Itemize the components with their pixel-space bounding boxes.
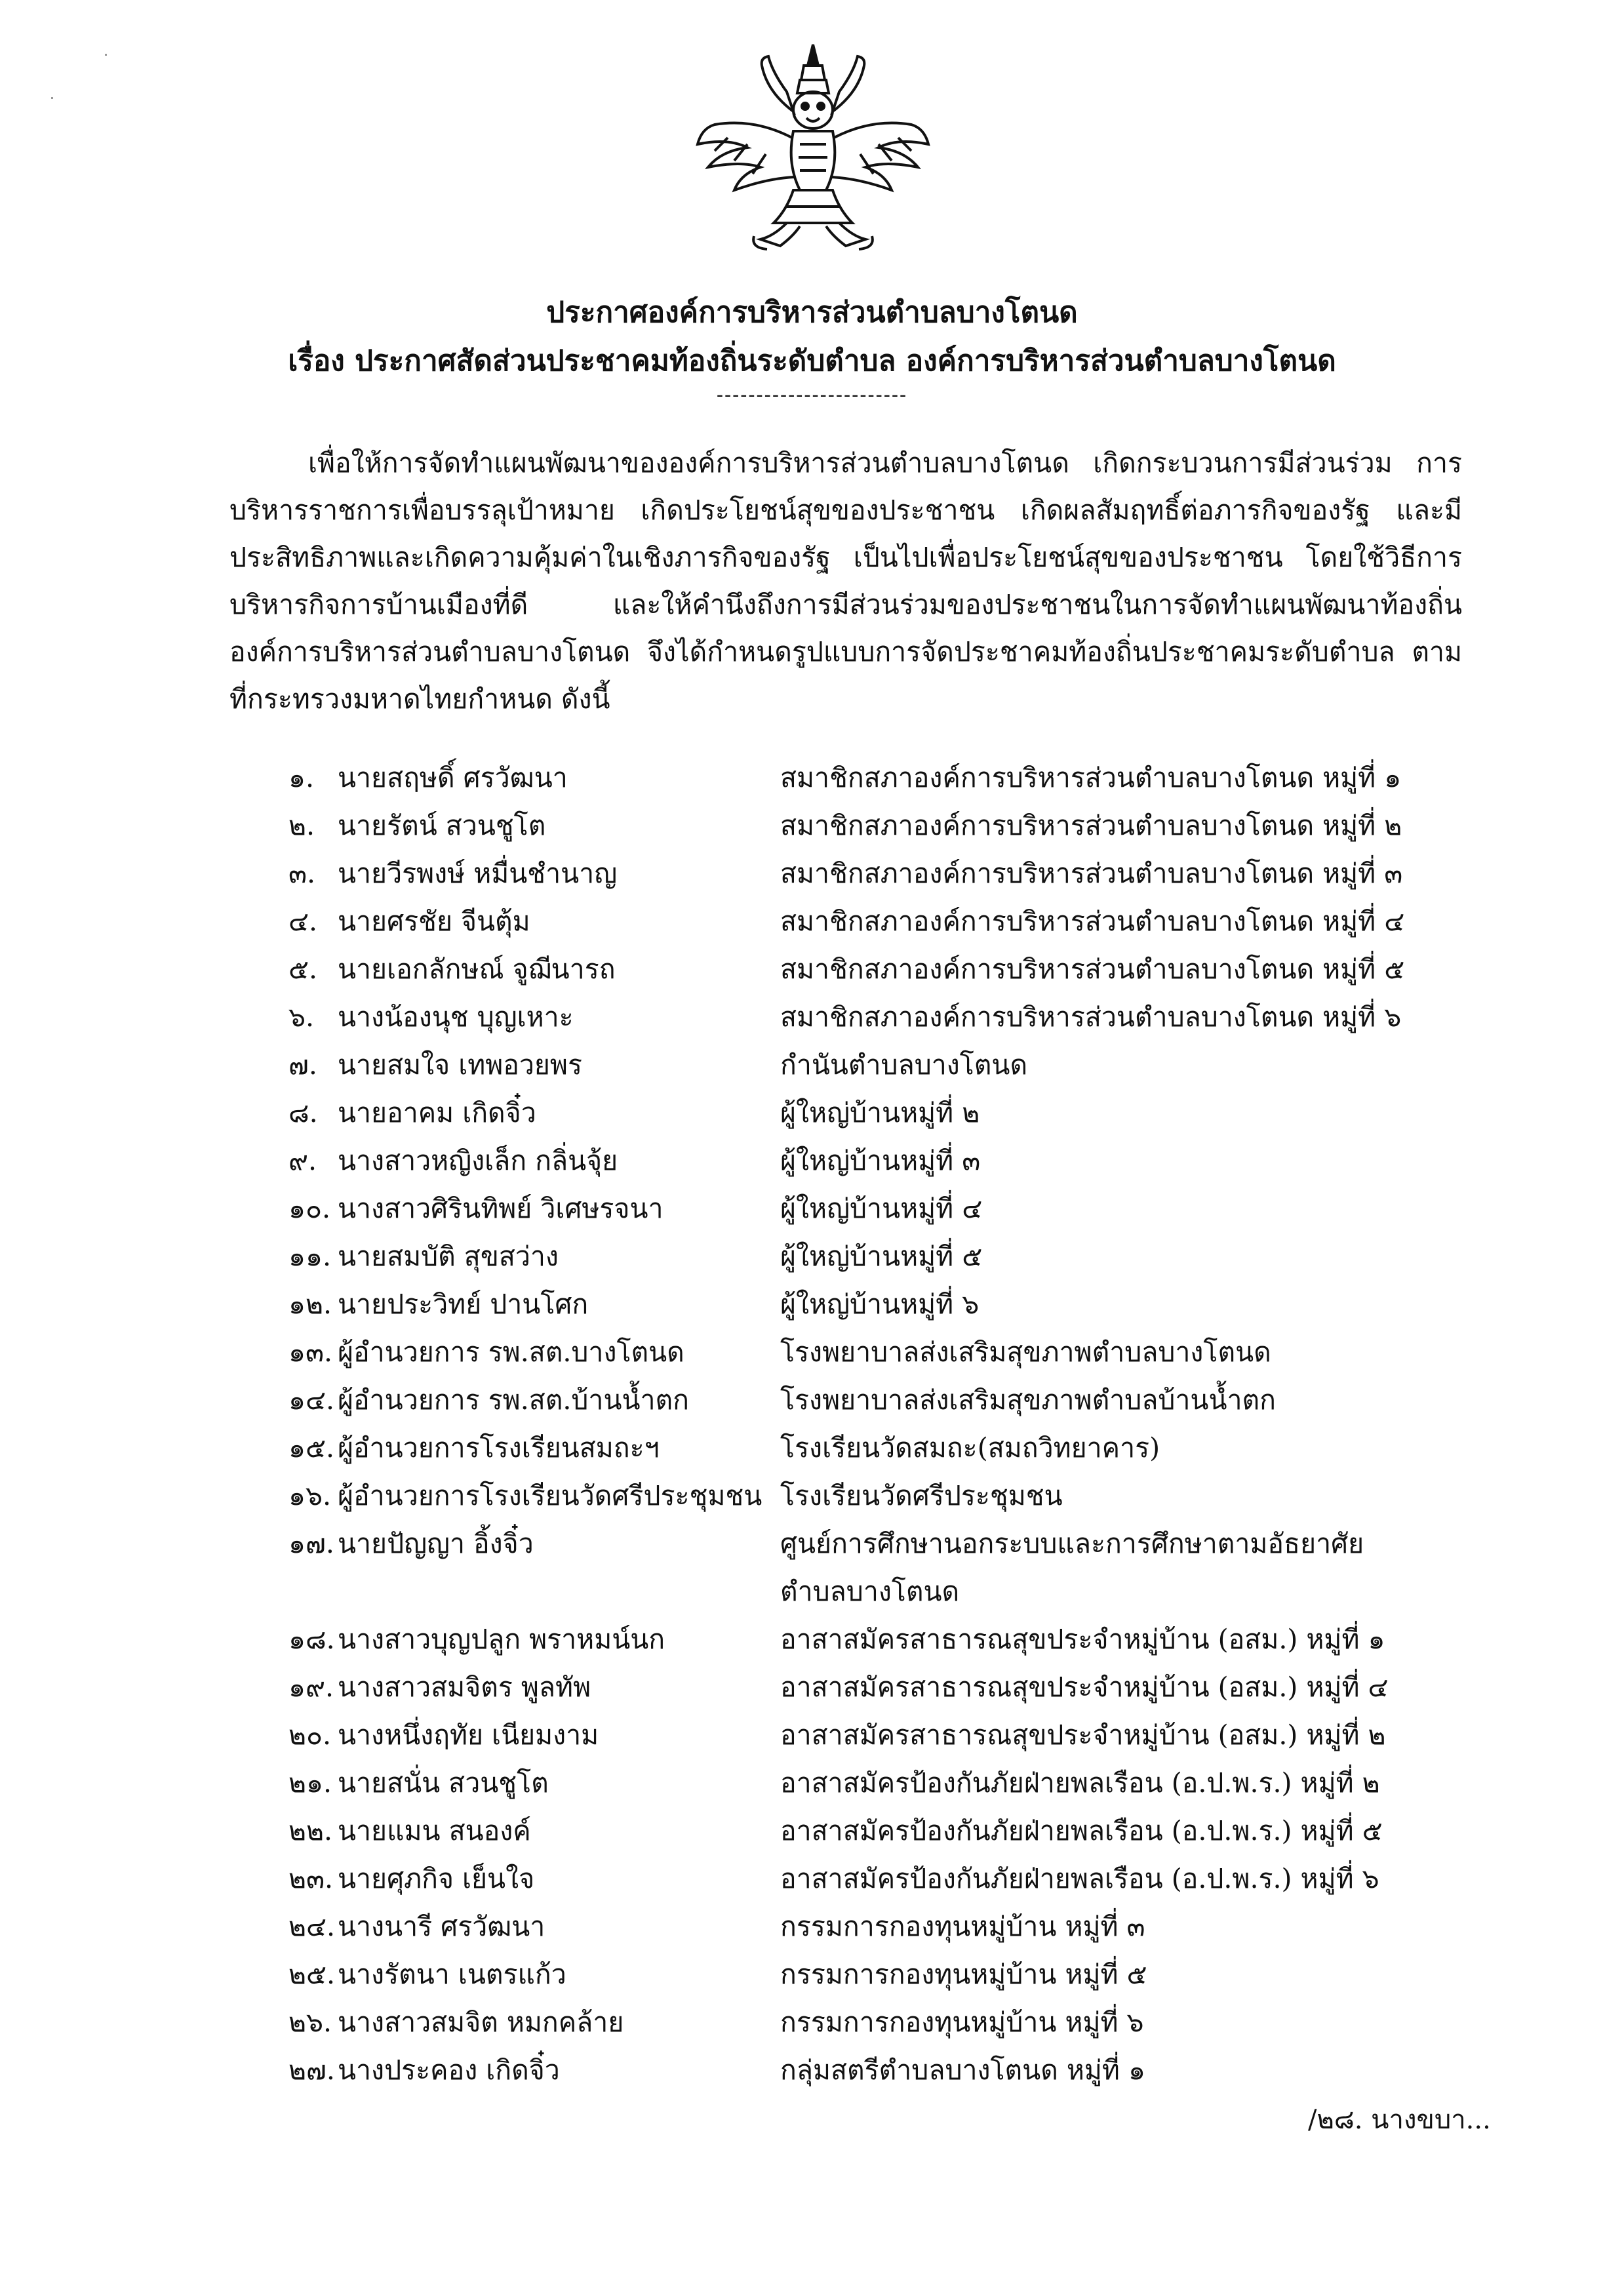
- member-role: อาสาสมัครป้องกันภัยฝ่ายพลเรือน (อ.ป.พ.ร.) หมู่ที่ ๕: [780, 1815, 1383, 1846]
- member-role: โรงเรียนวัดศรีประชุมชน: [780, 1480, 1063, 1511]
- list-item: [288, 754, 1456, 802]
- member-name: นางสาวสมจิต หมกคล้าย: [338, 2006, 624, 2038]
- member-role: อาสาสมัครป้องกันภัยฝ่ายพลเรือน (อ.ป.พ.ร.) หมู่ที่ ๒: [780, 1767, 1380, 1799]
- item-number: ๑๕.: [288, 1432, 335, 1464]
- item-number: ๒๖.: [288, 2006, 332, 2038]
- scan-speck: [51, 97, 53, 99]
- member-name: นางหนึ่งฤทัย เนียมงาม: [338, 1719, 599, 1751]
- item-number: ๘.: [288, 1097, 318, 1128]
- item-number: ๒๑.: [288, 1767, 332, 1799]
- list-item: [288, 1281, 1456, 1328]
- member-name: นางนารี ศรวัฒนา: [338, 1911, 545, 1942]
- list-item: [288, 2046, 1456, 2094]
- announcement-subject: เรื่อง ประกาศสัดส่วนประชาคมท้องถิ่นระดับตำบล องค์การบริหารส่วนตำบลบางโตนด: [288, 344, 1336, 378]
- list-item: [288, 1664, 1456, 1711]
- member-name: นางสาวศิรินทิพย์ วิเศษรจนา: [338, 1193, 663, 1224]
- list-item: [288, 1711, 1456, 1759]
- member-name: นายเอกลักษณ์ จูฌีนารถ: [338, 953, 616, 985]
- member-name: ผู้อำนวยการโรงเรียนวัดศรีประชุมชน: [338, 1480, 762, 1511]
- member-role: สมาชิกสภาองค์การบริหารส่วนตำบลบางโตนด หมู่ที่ ๒: [780, 810, 1402, 841]
- member-name: นางสาวบุญปลูก พราหมน์นก: [338, 1624, 665, 1655]
- garuda-emblem-icon: [688, 39, 938, 256]
- item-number: ๕.: [288, 953, 318, 985]
- member-list: [288, 754, 1456, 2094]
- list-item: [288, 1137, 1456, 1185]
- item-number: ๔.: [288, 906, 318, 937]
- list-item: [288, 1472, 1456, 1520]
- member-name: นายอาคม เกิดจิ๋ว: [338, 1097, 536, 1128]
- member-role: สมาชิกสภาองค์การบริหารส่วนตำบลบางโตนด หมู่ที่ ๕: [780, 953, 1405, 985]
- member-name: นายรัตน์ สวนชูโต: [338, 810, 546, 841]
- list-item: [288, 898, 1456, 946]
- list-item: [288, 1520, 1456, 1616]
- item-number: ๑๔.: [288, 1384, 335, 1416]
- item-number: ๒๗.: [288, 2054, 335, 2086]
- item-number: ๓.: [288, 858, 316, 889]
- item-number: ๑๘.: [288, 1624, 335, 1655]
- member-name: นายศรชัย จีนตุ้ม: [338, 906, 530, 937]
- member-name: ผู้อำนวยการโรงเรียนสมถะฯ: [338, 1432, 660, 1464]
- member-name: นายสมบัติ สุขสว่าง: [338, 1241, 559, 1272]
- item-number: ๗.: [288, 1049, 317, 1081]
- preamble-paragraph: เพื่อให้การจัดทำแผนพัฒนาขององค์การบริหารส่วนตำบลบางโตนด เกิดกระบวนการมีส่วนร่วม การบริหารราชการเพื่อบรรลุเป้าหมาย เกิดประโยชน์สุขของประชาชน เกิดผลสัมฤทธิ์ต่อภารกิจของรัฐ และมีประสิทธิภาพและเกิดความคุ้มค่าในเชิงภารกิจของรัฐ เป็นไปเพื่อประโยชน์สุขของประชาชน โดยใช้วิธีการบริหารกิจการบ้านเมืองที่ดี และให้คำนึงถึงการมีส่วนร่วมของประชาชนในการจัดทำแผนพัฒนาท้องถิ่น องค์การบริหารส่วนตำบลบางโตนด จึงได้กำหนดรูปแบบการจัดประชาคมท้องถิ่นประชาคมระดับตำบล ตามที่กระทรวงมหาดไทยกำหนด ดังนี้: [229, 447, 1462, 715]
- member-role: อาสาสมัครสาธารณสุขประจำหมู่บ้าน (อสม.) หมู่ที่ ๑: [780, 1624, 1385, 1655]
- member-role: กลุ่มสตรีตำบลบางโตนด หมู่ที่ ๑: [780, 2054, 1145, 2086]
- list-item: [288, 1807, 1456, 1855]
- header-divider: ------------------------: [716, 384, 908, 407]
- item-number: ๒๒.: [288, 1815, 333, 1846]
- list-item: [288, 1089, 1456, 1137]
- member-role: ผู้ใหญ่บ้านหมู่ที่ ๔: [780, 1193, 983, 1224]
- list-item: [288, 1233, 1456, 1281]
- member-role: อาสาสมัครป้องกันภัยฝ่ายพลเรือน (อ.ป.พ.ร.) หมู่ที่ ๖: [780, 1863, 1379, 1894]
- member-role-line: ศูนย์การศึกษานอกระบบและการศึกษาตามอัธยาศัย: [780, 1528, 1364, 1559]
- member-role: [780, 1520, 1456, 1616]
- item-number: ๑๑.: [288, 1241, 332, 1272]
- list-item: [288, 1424, 1456, 1472]
- list-item: [288, 802, 1456, 850]
- item-number: ๑๖.: [288, 1480, 332, 1511]
- list-item: [288, 1999, 1456, 2046]
- member-name: นางน้องนุช บุญเหาะ: [338, 1001, 574, 1033]
- member-role: โรงพยาบาลส่งเสริมสุขภาพตำบลบางโตนด: [780, 1336, 1271, 1368]
- list-item: [288, 850, 1456, 898]
- list-item: [288, 1185, 1456, 1233]
- member-name: นายประวิทย์ ปานโศก: [338, 1288, 589, 1320]
- member-name: นางสาวสมจิตร พูลทัพ: [338, 1671, 591, 1703]
- member-role: ผู้ใหญ่บ้านหมู่ที่ ๓: [780, 1145, 981, 1176]
- member-name: นางรัตนา เนตรแก้ว: [338, 1959, 566, 1990]
- announcement-header: [0, 289, 1624, 405]
- page-continuation-marker: /๒๘. นางขบา...: [1308, 2105, 1491, 2135]
- member-name: นางสาวหญิงเล็ก กลิ่นจุ้ย: [338, 1145, 618, 1176]
- list-item: [288, 993, 1456, 1041]
- member-role: โรงพยาบาลส่งเสริมสุขภาพตำบลบ้านน้ำตก: [780, 1384, 1276, 1416]
- member-name: นายสมใจ เทพอวยพร: [338, 1049, 582, 1081]
- member-role: กรรมการกองทุนหมู่บ้าน หมู่ที่ ๖: [780, 2006, 1144, 2038]
- member-name: นายศุภกิจ เย็นใจ: [338, 1863, 535, 1894]
- list-item: [288, 1041, 1456, 1089]
- member-name: นายแมน สนองค์: [338, 1815, 531, 1846]
- list-item: [288, 1328, 1456, 1376]
- item-number: ๒๐.: [288, 1719, 332, 1751]
- member-role: กรรมการกองทุนหมู่บ้าน หมู่ที่ ๓: [780, 1911, 1145, 1942]
- member-role: กำนันตำบลบางโตนด: [780, 1049, 1028, 1081]
- item-number: ๒.: [288, 810, 315, 841]
- item-number: ๒๔.: [288, 1911, 336, 1942]
- item-number: ๖.: [288, 1001, 315, 1033]
- member-role: สมาชิกสภาองค์การบริหารส่วนตำบลบางโตนด หมู่ที่ ๓: [780, 858, 1403, 889]
- member-role-line: ตำบลบางโตนด: [780, 1576, 960, 1607]
- list-item: [288, 1951, 1456, 1999]
- member-name: นายวีรพงษ์ หมื่นชำนาญ: [338, 858, 618, 889]
- member-name: นางประคอง เกิดจิ๋ว: [338, 2054, 560, 2086]
- item-number: ๑๗.: [288, 1528, 334, 1559]
- list-item: [288, 1616, 1456, 1664]
- member-role: อาสาสมัครสาธารณสุขประจำหมู่บ้าน (อสม.) หมู่ที่ ๔: [780, 1671, 1389, 1703]
- item-number: ๑๙.: [288, 1671, 334, 1703]
- member-role: กรรมการกองทุนหมู่บ้าน หมู่ที่ ๕: [780, 1959, 1147, 1990]
- member-role: ผู้ใหญ่บ้านหมู่ที่ ๕: [780, 1241, 983, 1272]
- member-role: ผู้ใหญ่บ้านหมู่ที่ ๒: [780, 1097, 980, 1128]
- item-number: ๒๕.: [288, 1959, 336, 1990]
- member-role: อาสาสมัครสาธารณสุขประจำหมู่บ้าน (อสม.) หมู่ที่ ๒: [780, 1719, 1386, 1751]
- member-name: นายปัญญา อิ้งจิ๋ว: [338, 1528, 534, 1559]
- member-role: สมาชิกสภาองค์การบริหารส่วนตำบลบางโตนด หมู่ที่ ๖: [780, 1001, 1402, 1033]
- list-item: [288, 1855, 1456, 1903]
- member-name: ผู้อำนวยการ รพ.สต.บ้านน้ำตก: [338, 1384, 689, 1416]
- list-item: [288, 1759, 1456, 1807]
- scan-speck: [105, 54, 107, 56]
- member-name: นายสฤษดิ์ ศรวัฒนา: [338, 762, 568, 793]
- item-number: ๑๐.: [288, 1193, 331, 1224]
- member-name: นายสนั่น สวนชูโต: [338, 1767, 549, 1799]
- list-item: [288, 1903, 1456, 1951]
- item-number: ๑๓.: [288, 1336, 333, 1368]
- member-role: โรงเรียนวัดสมถะ(สมถวิทยาคาร): [780, 1432, 1160, 1464]
- list-item: [288, 946, 1456, 993]
- member-role: สมาชิกสภาองค์การบริหารส่วนตำบลบางโตนด หมู่ที่ ๑: [780, 762, 1402, 793]
- member-role: สมาชิกสภาองค์การบริหารส่วนตำบลบางโตนด หมู่ที่ ๔: [780, 906, 1405, 937]
- member-role: ผู้ใหญ่บ้านหมู่ที่ ๖: [780, 1288, 980, 1320]
- item-number: ๑.: [288, 762, 315, 793]
- item-number: ๒๓.: [288, 1863, 334, 1894]
- member-name: ผู้อำนวยการ รพ.สต.บางโตนด: [338, 1336, 684, 1368]
- announcement-title: ประกาศองค์การบริหารส่วนตำบลบางโตนด: [546, 296, 1078, 329]
- list-item: [288, 1376, 1456, 1424]
- item-number: ๙.: [288, 1145, 317, 1176]
- item-number: ๑๒.: [288, 1288, 332, 1320]
